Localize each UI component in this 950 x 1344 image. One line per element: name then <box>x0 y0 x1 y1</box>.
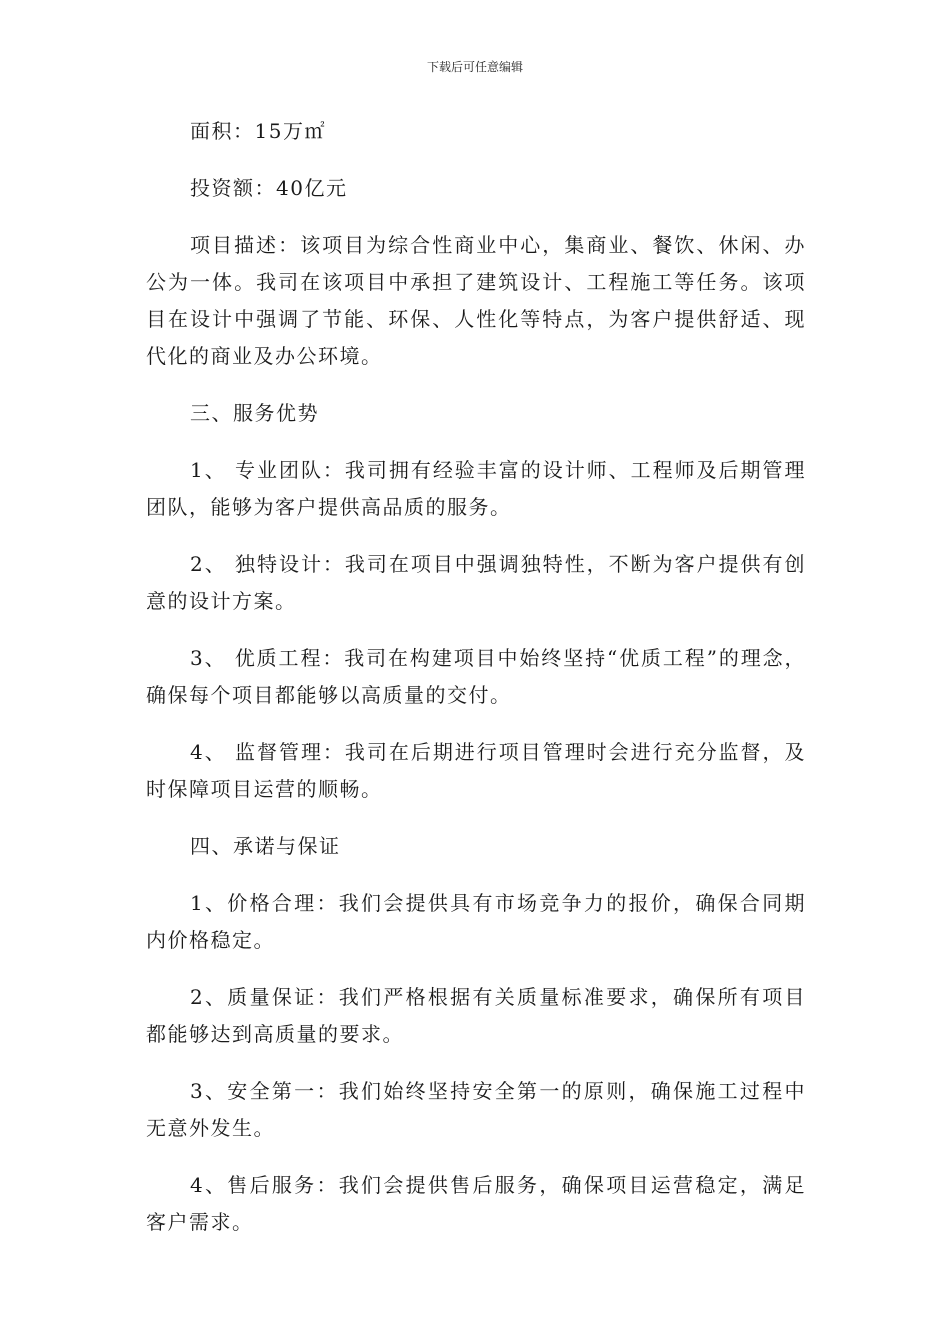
section-heading-service-advantages: 三、服务优势 <box>190 401 319 425</box>
page-header: 下载后可任意编辑 <box>426 60 523 74</box>
document-body <box>146 113 806 1261</box>
commitment-item-1: 1、价格合理：我们会提供具有市场竞争力的报价，确保合同期内价格稳定。 <box>146 891 806 952</box>
commitment-item-2: 2、质量保证：我们严格根据有关质量标准要求，确保所有项目都能够达到高质量的要求。 <box>146 985 806 1046</box>
investment-line: 投资额：40亿元 <box>190 176 348 200</box>
advantage-item-1: 1、 专业团队：我司拥有经验丰富的设计师、工程师及后期管理团队，能够为客户提供高品质的服务。 <box>146 458 806 519</box>
area-line: 面积：15万㎡ <box>190 119 326 143</box>
commitment-item-4: 4、售后服务：我们会提供售后服务，确保项目运营稳定，满足客户需求。 <box>146 1173 806 1234</box>
project-description: 项目描述：该项目为综合性商业中心，集商业、餐饮、休闲、办公为一体。我司在该项目中承担了建筑设计、工程施工等任务。该项目在设计中强调了节能、环保、人性化等特点，为客户提供舒适、现代化的商业及办公环境。 <box>146 233 806 368</box>
commitment-item-3: 3、安全第一：我们始终坚持安全第一的原则，确保施工过程中无意外发生。 <box>146 1079 806 1140</box>
advantage-item-4: 4、 监督管理：我司在后期进行项目管理时会进行充分监督，及时保障项目运营的顺畅。 <box>146 740 806 801</box>
advantage-item-3: 3、 优质工程：我司在构建项目中始终坚持“优质工程”的理念，确保每个项目都能够以高质量的交付。 <box>146 646 806 707</box>
section-heading-commitment: 四、承诺与保证 <box>190 834 341 858</box>
advantage-item-2: 2、 独特设计：我司在项目中强调独特性，不断为客户提供有创意的设计方案。 <box>146 552 806 613</box>
